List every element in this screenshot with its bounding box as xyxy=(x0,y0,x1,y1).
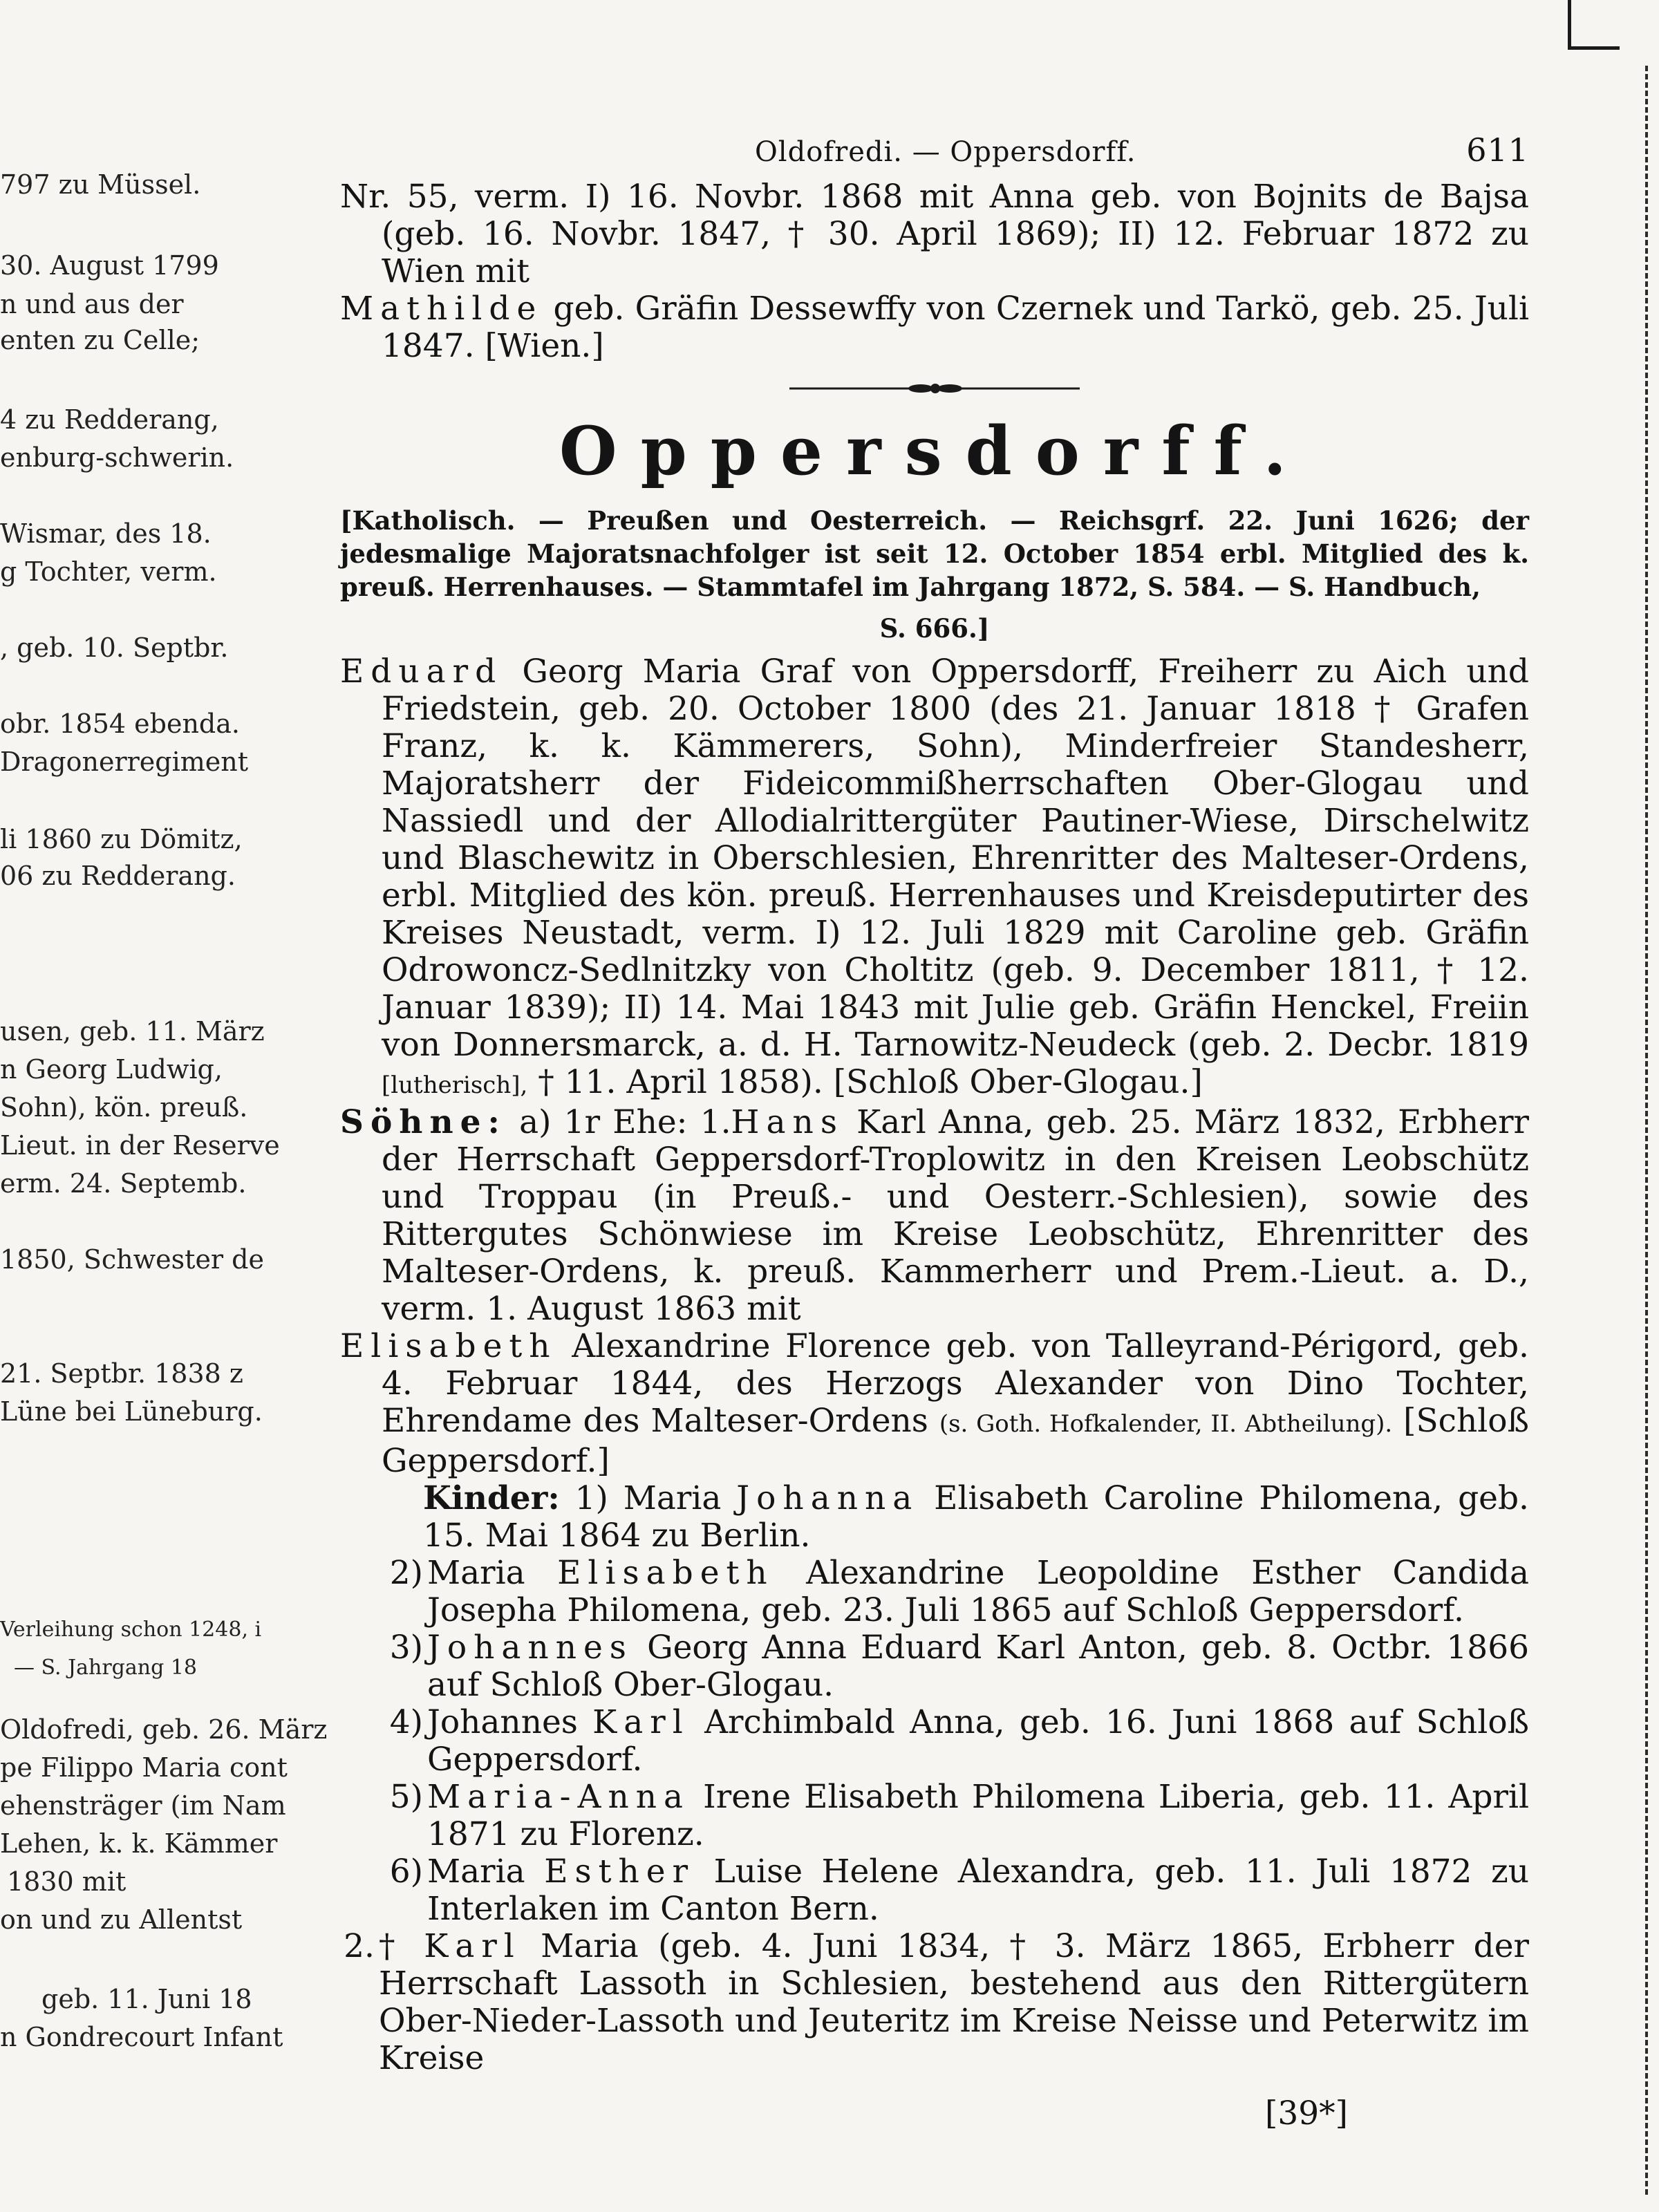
person-name: Mathilde xyxy=(340,290,543,328)
family-note: [Katholisch. — Preußen und Oesterreich. — Reichsgrf. 22. Juni 1626; der jedesmalige Majoratsnachfolger ist seit 12. October 1854 erbl. Mitglied des k. preuß. Herrenhauses. — Stammtafel im Jahrgang 1872, S. 584. — S. Handbuch, xyxy=(340,505,1529,602)
edge-line: , geb. 10. Septbr. xyxy=(0,632,229,663)
corner-mark xyxy=(1568,46,1620,50)
entry-text: Archimbald Anna, geb. 16. Juni 1868 auf Schloß Geppersdorf. xyxy=(427,1703,1530,1779)
person-name: Karl xyxy=(592,1703,690,1741)
edge-line: Oldofredi, geb. 26. März xyxy=(0,1714,328,1745)
item-number: 3) xyxy=(389,1629,423,1667)
edge-line: enburg-schwerin. xyxy=(0,442,234,473)
entry-text: [Schloß Geppersdorf.] xyxy=(382,1402,1529,1480)
child-entry xyxy=(427,1853,1529,1928)
item-number: 4) xyxy=(389,1703,423,1741)
edge-line: — S. Jahrgang 18 xyxy=(14,1656,197,1680)
eduard-entry xyxy=(340,653,1529,1104)
item-number: 2) xyxy=(389,1554,423,1592)
running-header xyxy=(340,131,1529,169)
item-number: 6) xyxy=(389,1853,423,1891)
edge-line: n Gondrecourt Infant xyxy=(0,2022,283,2052)
entry-text: a) 1r Ehe: 1. xyxy=(506,1103,731,1141)
child-entry xyxy=(427,1555,1529,1629)
main-column xyxy=(340,131,1529,2077)
edge-line: 1830 mit xyxy=(7,1866,126,1897)
person-name: Hans xyxy=(731,1103,844,1141)
child-entry xyxy=(427,1629,1529,1704)
edge-line: n und aus der xyxy=(0,289,184,319)
entry-text: Karl Anna, geb. 25. März 1832, Erbherr der Herrschaft Geppersdorf-Troplowitz in den Kreisen Leobschütz und Troppau (in Preuß.- und Oesterr.-Schlesien), sowie des Rittergutes Schönwiese im Kreise Leobschütz, Ehrenritter des Malteser-Ordens, k. preuß. Kammerherr und Prem.-Lieut. a. D., verm. 1. August 1863 mit xyxy=(382,1103,1529,1328)
list-item xyxy=(382,1704,1529,1779)
entry-text: Alexandrine Leopoldine Esther Candida Josepha Philomena, geb. 23. Juli 1865 auf Schloß Geppersdorf. xyxy=(427,1554,1529,1629)
item-number: 1) xyxy=(559,1479,608,1517)
edge-line: 21. Septbr. 1838 z xyxy=(0,1358,243,1389)
intro-text: Nr. 55, verm. I) 16. Novbr. 1868 mit Anna geb. von Bojnits de Bajsa (geb. 16. Novbr. 1847, † 30. April 1869); II) 12. Februar 1872 zu Wien mit xyxy=(340,178,1529,290)
entry-text: Elisabeth Caroline Philomena, geb. 15. Mai 1864 zu Berlin. xyxy=(423,1479,1529,1555)
child-entry xyxy=(427,1779,1529,1853)
edge-line: n Georg Ludwig, xyxy=(0,1054,223,1085)
family-title: Oppersdorff. xyxy=(559,412,1310,490)
page-border xyxy=(1645,66,1648,2195)
corner-mark xyxy=(1568,0,1571,50)
confession-note: [lutherisch], xyxy=(382,1071,528,1099)
person-name: Esther xyxy=(544,1853,695,1891)
list-item xyxy=(382,1853,1529,1928)
entry-text: Johannes xyxy=(427,1703,593,1741)
soehne-entry xyxy=(340,1104,1529,1328)
edge-line: Lüne bei Lüneburg. xyxy=(0,1396,263,1427)
list-item xyxy=(382,1629,1529,1704)
ornament-rule xyxy=(789,380,1080,397)
page-number: 611 xyxy=(1466,131,1529,169)
edge-line: enten zu Celle; xyxy=(0,325,200,355)
intro-paragraph xyxy=(340,178,1529,290)
kinder-entry xyxy=(382,1480,1529,1555)
edge-line: geb. 11. Juni 18 xyxy=(41,1984,252,2014)
entry-text: Georg Anna Eduard Karl Anton, geb. 8. Octbr. 1866 auf Schloß Ober-Glogau. xyxy=(427,1629,1529,1704)
facing-page-edge xyxy=(0,0,328,2212)
edge-line: Dragonerregiment xyxy=(0,747,249,777)
reference-note: (s. Goth. Hofkalender, II. Abtheilung). xyxy=(939,1410,1393,1438)
person-name: Johannes xyxy=(427,1629,633,1667)
person-name: Elisabeth xyxy=(340,1327,557,1365)
edge-line: usen, geb. 11. März xyxy=(0,1016,265,1047)
list-item xyxy=(333,1928,1529,2077)
edge-line: 06 zu Redderang. xyxy=(0,861,236,891)
edge-line: obr. 1854 ebenda. xyxy=(0,709,240,739)
item-number: 2. xyxy=(344,1927,375,1965)
edge-line: 4 zu Redderang, xyxy=(0,404,219,435)
edge-line: 1850, Schwester de xyxy=(0,1244,264,1275)
edge-line: Lehen, k. k. Kämmer xyxy=(0,1828,278,1859)
list-item xyxy=(382,1555,1529,1629)
entry-text: Georg Maria Graf von Oppersdorff, Freiherr zu Aich und Friedstein, geb. 20. October 1800 (des 21. Januar 1818 † Grafen Franz, k. k. Kämmerers, Sohn), Minderfreier Standesherr, Majoratsherr der Fideicommißherrschaften Ober-Glogau und Nassiedl und der Allodialrittergüter Pautiner-Wiese, Dirschelwitz und Blaschewitz in Oberschlesien, Ehrenritter des Malteser-Ordens, erbl. Mitglied des kön. preuß. Herrenhauses und Kreisdeputirter des Kreises Neustadt, verm. I) 12. Juli 1829 mit Caroline geb. Gräfin Odrowoncz-Sedlnitzky von Choltitz (geb. 9. December 1811, † 12. Januar 1839); II) 14. Mai 1843 mit Julie geb. Gräfin Henckel, Freiin von Donnersmarck, a. d. H. Tarnowitz-Neudeck (geb. 2. Decbr. 1819 xyxy=(382,653,1529,1064)
edge-line: pe Filippo Maria cont xyxy=(0,1752,288,1783)
entry-text: Alexandrine Florence geb. von Talleyrand-Périgord, geb. 4. Februar 1844, des Herzogs Alexander von Dino Tochter, Ehrendame des Malteser-Ordens xyxy=(382,1327,1529,1440)
edge-line: 30. August 1799 xyxy=(0,250,219,281)
edge-line: Sohn), kön. preuß. xyxy=(0,1092,248,1123)
kinder-section xyxy=(340,1480,1529,1928)
entry-text: Maria (geb. 4. Juni 1834, † 3. März 1865, Erbherr der Herrschaft Lassoth in Schlesien, bestehend aus den Rittergütern Ober-Nieder-Lassoth und Jeuteritz im Kreise Neisse und Peterwitz im Kreise xyxy=(379,1927,1529,2077)
section-label: Kinder: xyxy=(423,1479,560,1517)
edge-line: ehensträger (im Nam xyxy=(0,1790,286,1821)
edge-line: Wismar, des 18. xyxy=(0,518,212,549)
edge-line: 797 zu Müssel. xyxy=(0,169,201,200)
entry-text: Irene Elisabeth Philomena Liberia, geb. 11. April 1871 zu Florenz. xyxy=(427,1778,1529,1853)
edge-line: g Tochter, verm. xyxy=(0,556,217,587)
person-name: Karl xyxy=(424,1927,521,1965)
edge-line: Verleihung schon 1248, i xyxy=(0,1618,262,1642)
entry-text: Maria xyxy=(427,1853,545,1891)
entry-text: Luise Helene Alexandra, geb. 11. Juli 1872 zu Interlaken im Canton Bern. xyxy=(427,1853,1529,1928)
edge-line: on und zu Allentst xyxy=(0,1904,243,1935)
section-label: Söhne: xyxy=(340,1103,507,1141)
elisabeth-entry xyxy=(340,1328,1529,1480)
person-name: Maria-Anna xyxy=(427,1778,691,1816)
signature-mark: [39*] xyxy=(1265,2094,1348,2133)
running-title: Oldofredi. — Oppersdorff. xyxy=(755,136,1136,168)
edge-line: li 1860 zu Dömitz, xyxy=(0,824,243,854)
entry-text: geb. Gräfin Dessewffy von Czernek und Tarkö, geb. 25. Juli 1847. [Wien.] xyxy=(382,290,1529,365)
mathilde-entry xyxy=(340,290,1529,365)
person-name: Johanna xyxy=(736,1479,919,1517)
karl-entry xyxy=(379,1928,1529,2077)
edge-line: erm. 24. Septemb. xyxy=(0,1168,247,1199)
entry-text: Maria xyxy=(608,1479,737,1517)
person-name: Eduard xyxy=(340,653,503,691)
edge-line: Lieut. in der Reserve xyxy=(0,1130,280,1161)
item-number: 5) xyxy=(389,1778,423,1816)
person-name: Elisabeth xyxy=(557,1554,774,1592)
entry-text: † 11. April 1858). [Schloß Ober-Glogau.] xyxy=(527,1063,1203,1101)
family-note-end: S. 666.] xyxy=(879,613,990,644)
entry-text: † xyxy=(379,1927,424,1965)
entry-text: Maria xyxy=(427,1554,558,1592)
list-item xyxy=(382,1779,1529,1853)
child-entry xyxy=(427,1704,1529,1779)
